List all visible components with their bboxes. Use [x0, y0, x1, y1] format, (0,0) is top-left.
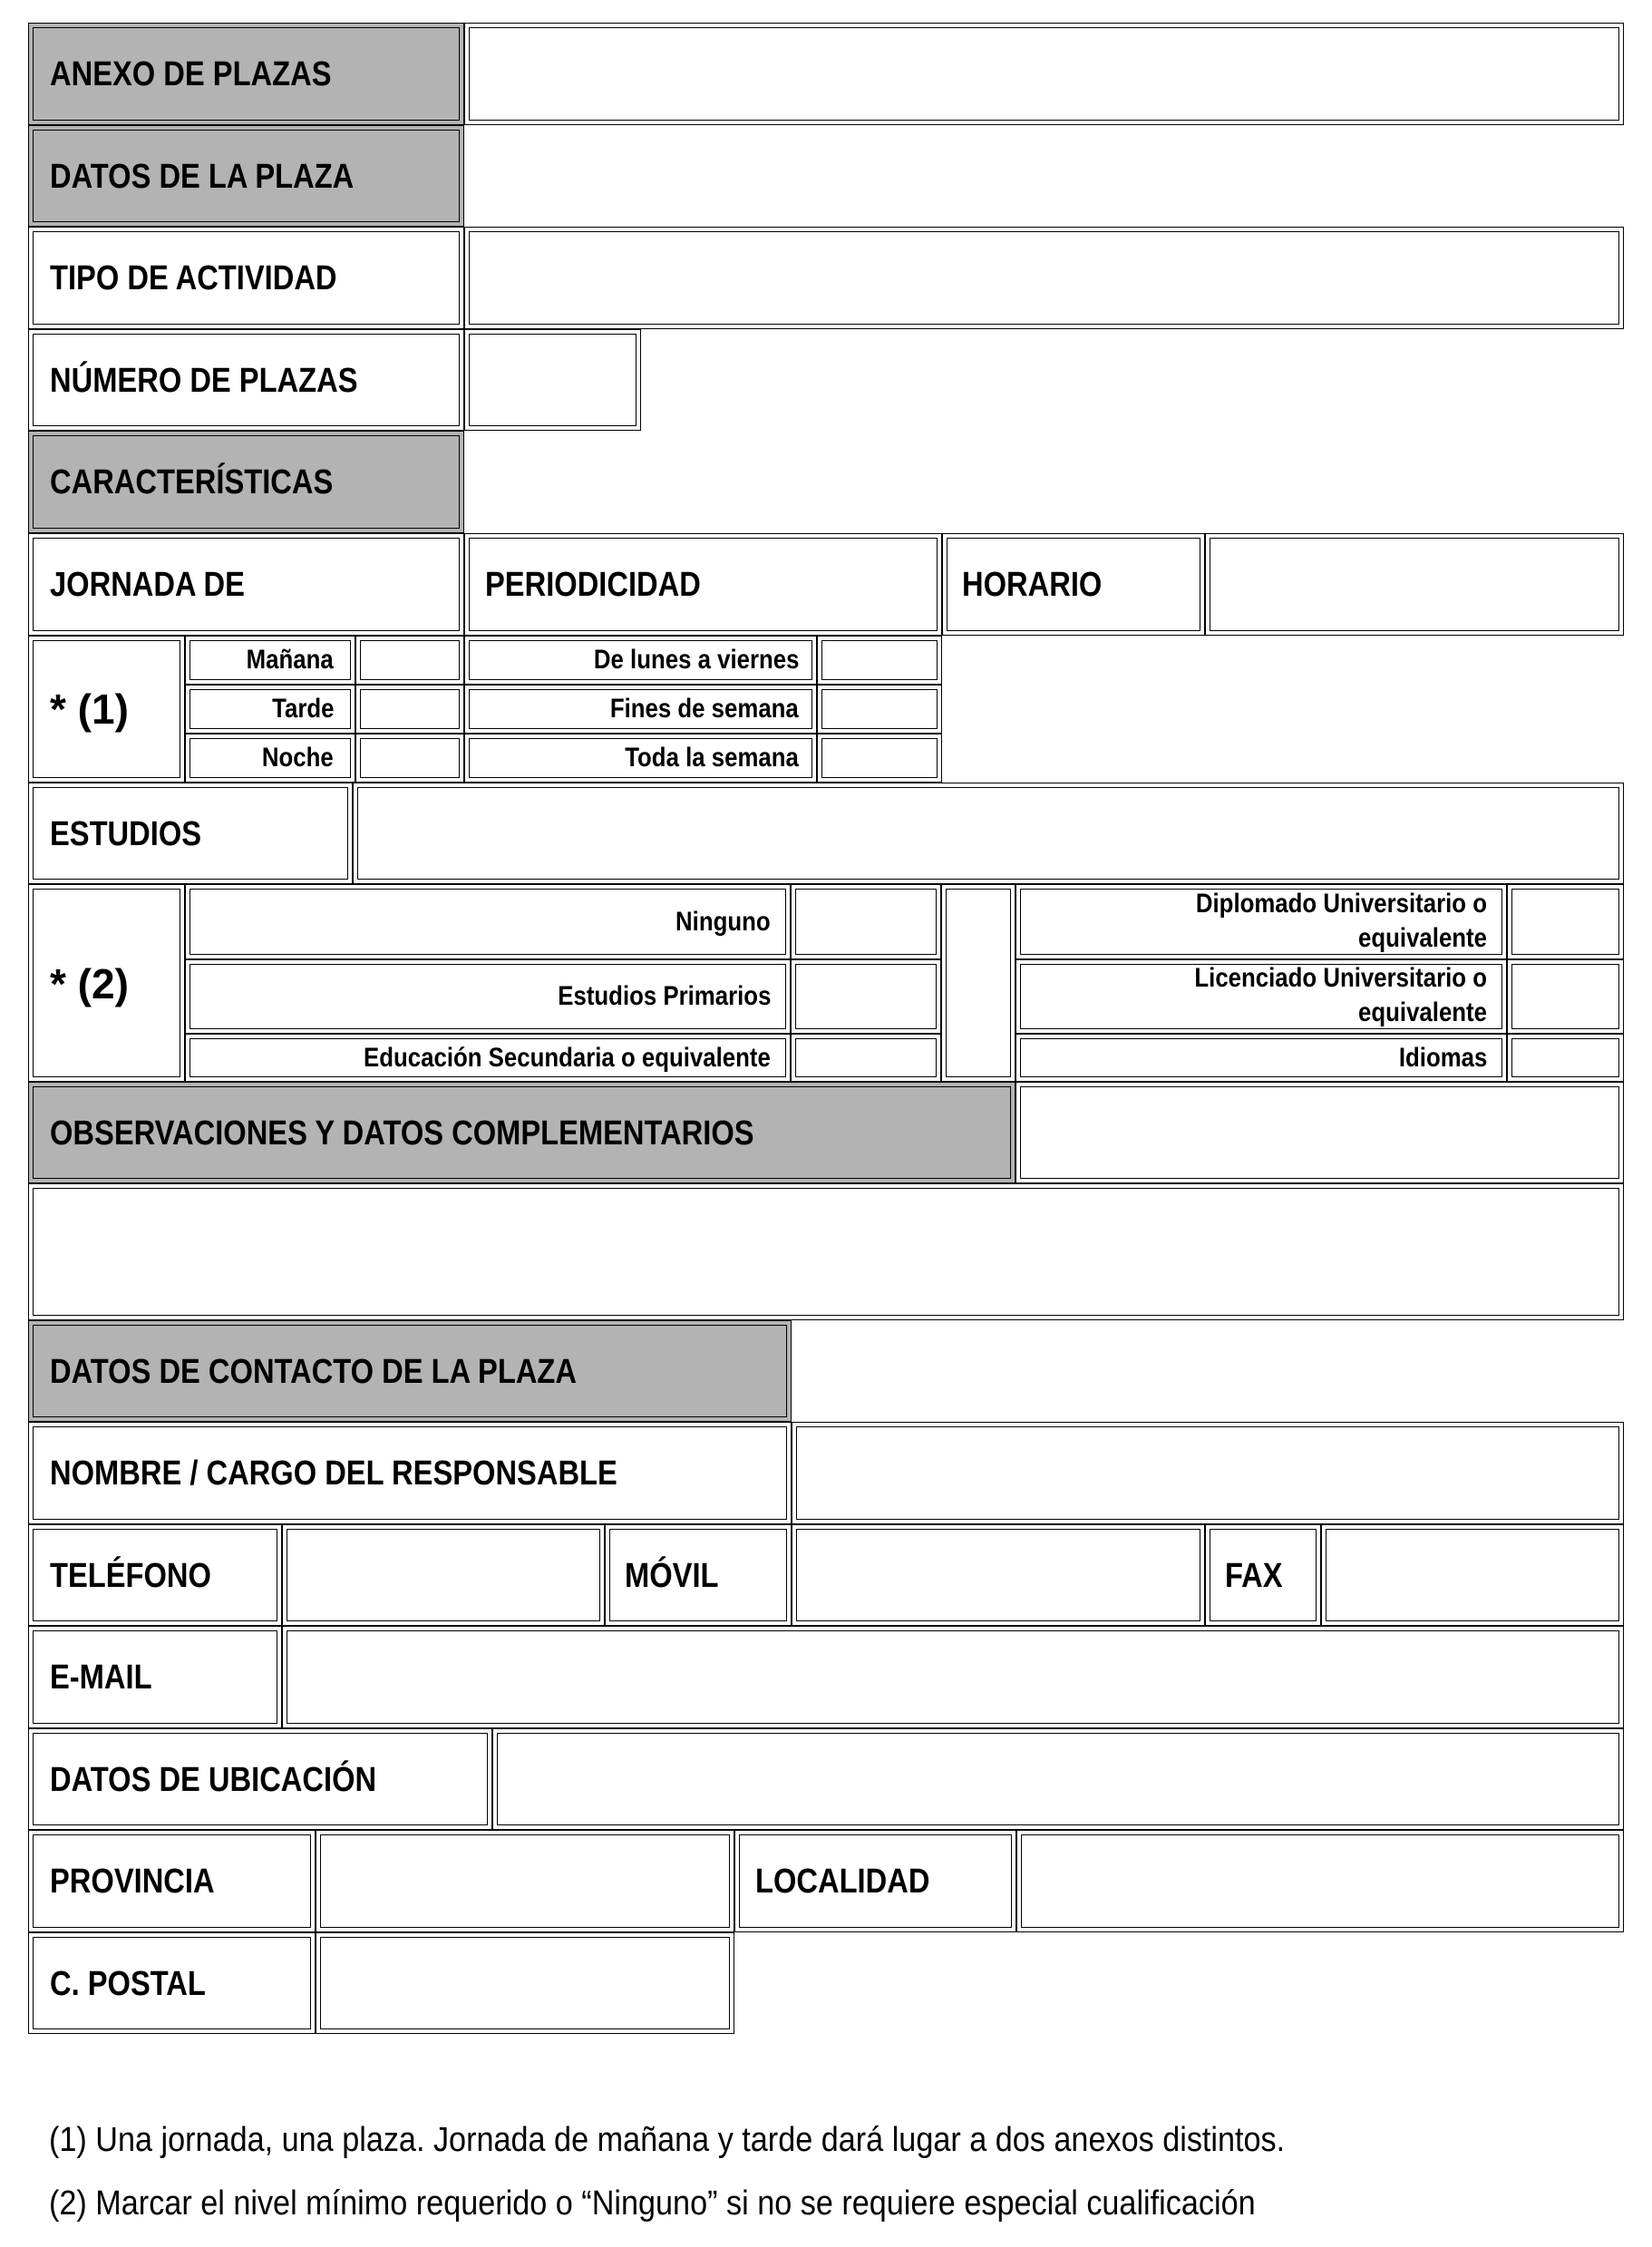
fax-label: FAX [1225, 1557, 1283, 1595]
footnote: (2) Marcar el nivel mínimo requerido o “Ninguno” si no se requiere especial cualificación [49, 2184, 1256, 2223]
footnote: (1) Una jornada, una plaza. Jornada de mañana y tarde dará lugar a dos anexos distintos. [49, 2121, 1286, 2159]
jornada-option-checkbox[interactable] [355, 685, 464, 734]
estudios-label: ESTUDIOS [50, 815, 202, 853]
estudios-option-checkbox[interactable] [791, 884, 941, 959]
ubicacion-field[interactable] [492, 1728, 1624, 1830]
contacto-heading: DATOS DE CONTACTO DE LA PLAZA [50, 1353, 577, 1391]
provincia-label: PROVINCIA [50, 1863, 215, 1901]
estudios-option-label: Licenciado Universitario o equivalente [1194, 963, 1487, 1027]
jornada-option-label: Noche [262, 743, 334, 773]
caracteristicas-heading: CARACTERÍSTICAS [50, 463, 334, 501]
responsable-field[interactable] [792, 1422, 1624, 1524]
telefono-label: TELÉFONO [50, 1557, 211, 1595]
localidad-field[interactable] [1016, 1830, 1624, 1932]
periodicidad-option-label: Fines de semana [610, 694, 799, 724]
fax-field[interactable] [1321, 1524, 1624, 1626]
estudios-option-label: Ninguno [675, 907, 771, 937]
numero-plazas-field[interactable] [464, 329, 641, 431]
title-value-field[interactable] [464, 23, 1624, 125]
email-field[interactable] [282, 1626, 1624, 1728]
page-title: ANEXO DE PLAZAS [50, 55, 332, 93]
estudios-marker: * (2) [50, 960, 129, 1007]
horario-field[interactable] [1205, 533, 1624, 636]
estudios-option-checkbox[interactable] [791, 959, 941, 1034]
movil-field[interactable] [792, 1524, 1205, 1626]
postal-label: C. POSTAL [50, 1965, 206, 2003]
tipo-actividad-label: TIPO DE ACTIVIDAD [50, 259, 337, 297]
estudios-option-checkbox[interactable] [791, 1034, 941, 1082]
estudios-option-checkbox[interactable] [1507, 1034, 1624, 1082]
observaciones-heading: OBSERVACIONES Y DATOS COMPLEMENTARIOS [50, 1114, 754, 1153]
jornada-marker: * (1) [50, 686, 129, 733]
estudios-option-label: Educación Secundaria o equivalente [364, 1043, 771, 1073]
observaciones-heading-aside [1015, 1082, 1624, 1183]
horario-label: HORARIO [962, 566, 1103, 604]
estudios-option-checkbox[interactable] [1507, 884, 1624, 959]
tipo-actividad-field[interactable] [464, 227, 1624, 329]
estudios-field[interactable] [353, 783, 1624, 884]
jornada-option-checkbox[interactable] [355, 734, 464, 783]
periodicidad-option-checkbox[interactable] [817, 636, 942, 685]
movil-label: MÓVIL [625, 1557, 719, 1595]
jornada-label: JORNADA DE [50, 566, 245, 604]
responsable-label: NOMBRE / CARGO DEL RESPONSABLE [50, 1454, 617, 1493]
jornada-option-label: Tarde [271, 694, 334, 724]
localidad-label: LOCALIDAD [755, 1863, 930, 1901]
datos-plaza-heading: DATOS DE LA PLAZA [50, 158, 355, 196]
provincia-field[interactable] [316, 1830, 734, 1932]
email-label: E-MAIL [50, 1658, 152, 1697]
estudios-option-label: Diplomado Universitario o equivalente [1195, 889, 1487, 953]
periodicidad-option-label: Toda la semana [625, 743, 799, 773]
periodicidad-option-label: De lunes a viernes [593, 645, 799, 675]
periodicidad-option-checkbox[interactable] [817, 734, 942, 783]
periodicidad-label: PERIODICIDAD [485, 566, 701, 604]
postal-field[interactable] [316, 1932, 734, 2034]
periodicidad-option-checkbox[interactable] [817, 685, 942, 734]
estudios-option-label: Estudios Primarios [557, 981, 771, 1011]
jornada-option-checkbox[interactable] [355, 636, 464, 685]
ubicacion-label: DATOS DE UBICACIÓN [50, 1761, 377, 1799]
estudios-option-label: Idiomas [1398, 1043, 1487, 1073]
estudios-option-checkbox[interactable] [1507, 959, 1624, 1034]
estudios-separator-cell [941, 884, 1015, 1082]
telefono-field[interactable] [282, 1524, 605, 1626]
numero-plazas-label: NÚMERO DE PLAZAS [50, 362, 358, 400]
jornada-option-label: Mañana [246, 645, 334, 675]
observaciones-textarea[interactable] [28, 1183, 1624, 1320]
